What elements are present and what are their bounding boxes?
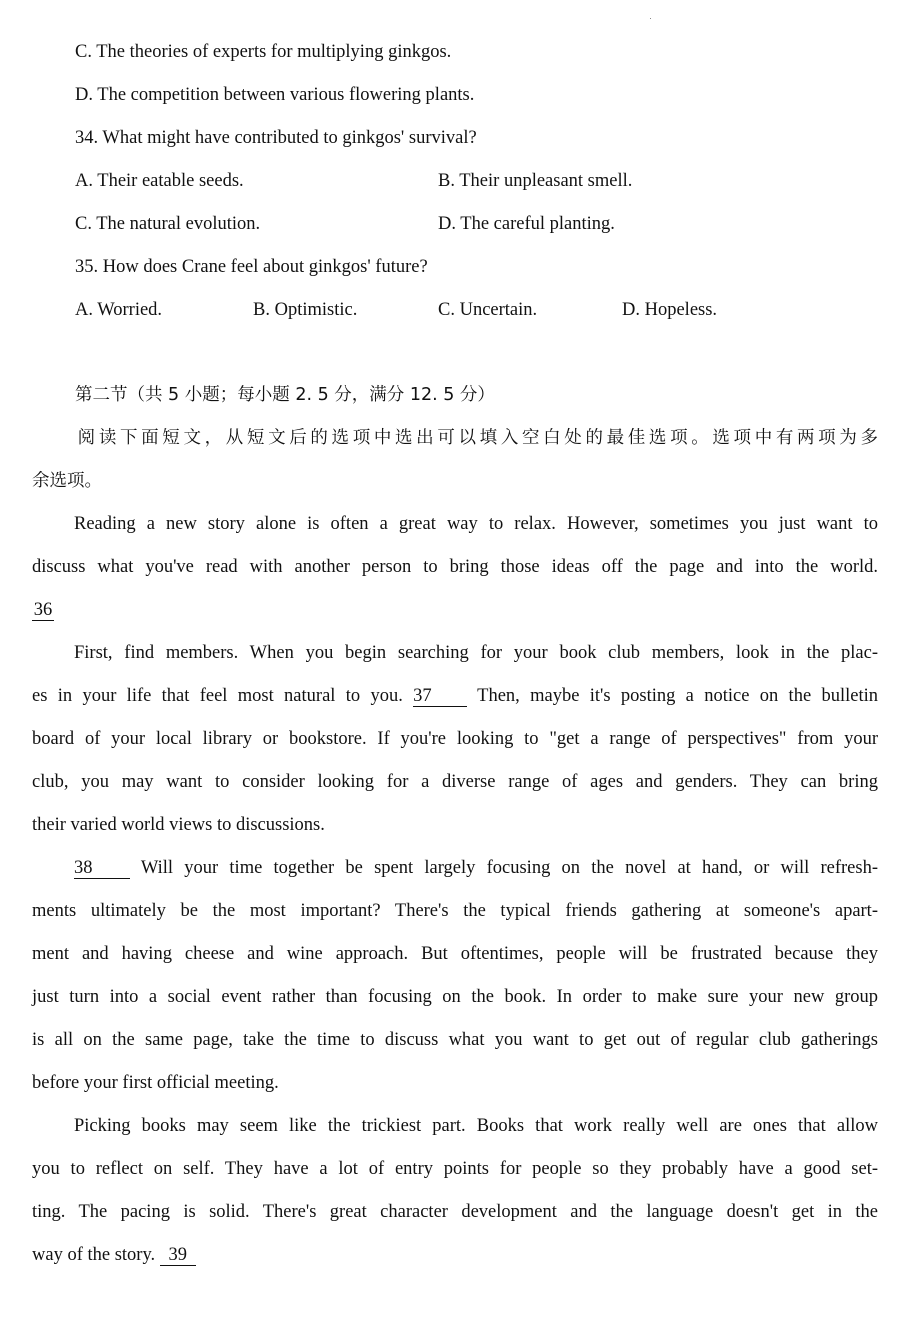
q34-option-b: B. Their unpleasant smell. (438, 171, 633, 191)
passage-p3-line1: 38 Will your time together be spent largely focusing on the novel at hand, or will refresh- (74, 858, 879, 878)
passage-p2-line3: board of your local library or bookstore. If you're looking to "get a range of perspectives" from your (32, 729, 878, 749)
passage-p3-line5: is all on the same page, take the time to discuss what you want to get out of regular club gatherings (32, 1030, 878, 1050)
passage-p2-line4: club, you may want to consider looking for a diverse range of ages and genders. They can bring (32, 772, 878, 792)
passage-p4-line1: Picking books may seem like the trickiest part. Books that work really well are ones that allow (74, 1116, 878, 1136)
blank-37: 37 (413, 686, 467, 707)
q34-option-d: D. The careful planting. (438, 214, 615, 234)
q33-option-d: D. The competition between various flowering plants. (75, 85, 475, 105)
q35-option-c: C. Uncertain. (438, 300, 538, 320)
passage-p2-line1: First, find members. When you begin searching for your book club members, look in the plac- (74, 643, 878, 663)
q35-option-b: B. Optimistic. (253, 300, 358, 320)
passage-p3-line6: before your first official meeting. (32, 1073, 279, 1093)
q34-option-c: C. The natural evolution. (75, 214, 261, 234)
section-instruction-line2: 余选项。 (32, 471, 102, 491)
passage-p4-line2: you to reflect on self. They have a lot of entry points for people so they probably have a good set- (32, 1159, 878, 1179)
section-instruction-line1: 阅读下面短文，从短文后的选项中选出可以填入空白处的最佳选项。选项中有两项为多 (74, 428, 878, 448)
q35-option-a: A. Worried. (75, 300, 163, 320)
blank-39: 39 (160, 1245, 196, 1266)
section-heading: 第二节（共 5 小题；每小题 2. 5 分，满分 12. 5 分） (75, 385, 495, 405)
q33-option-c: C. The theories of experts for multiplying ginkgos. (75, 42, 452, 62)
passage-p1-line2: discuss what you've read with another person to bring those ideas off the page and into the world. (32, 557, 878, 577)
scan-speck (650, 18, 651, 19)
passage-p3-line4: just turn into a social event rather than focusing on the book. In order to make sure your new group (32, 987, 878, 1007)
blank-36: 36 (33, 600, 53, 620)
passage-p2-line5: their varied world views to discussions. (32, 815, 325, 835)
q34-question: 34. What might have contributed to ginkgos' survival? (75, 128, 477, 148)
passage-p2-line2: es in your life that feel most natural to you. 37 Then, maybe it's posting a notice on the bulletin (32, 686, 879, 706)
passage-p4-line4: way of the story. 39 (32, 1244, 196, 1266)
q34-option-a: A. Their eatable seeds. (75, 171, 244, 191)
q35-option-d: D. Hopeless. (622, 300, 718, 320)
passage-p3-line3: ment and having cheese and wine approach. But oftentimes, people will be frustrated because they (32, 944, 878, 964)
passage-p3-line2: ments ultimately be the most important? There's the typical friends gathering at someone's apart- (32, 901, 878, 921)
blank-38: 38 (74, 858, 130, 879)
q35-question: 35. How does Crane feel about ginkgos' future? (75, 257, 428, 277)
passage-p1-line1: Reading a new story alone is often a great way to relax. However, sometimes you just want to (74, 514, 878, 534)
passage-p4-line3: ting. The pacing is solid. There's great character development and the language doesn't get in the (32, 1202, 878, 1222)
